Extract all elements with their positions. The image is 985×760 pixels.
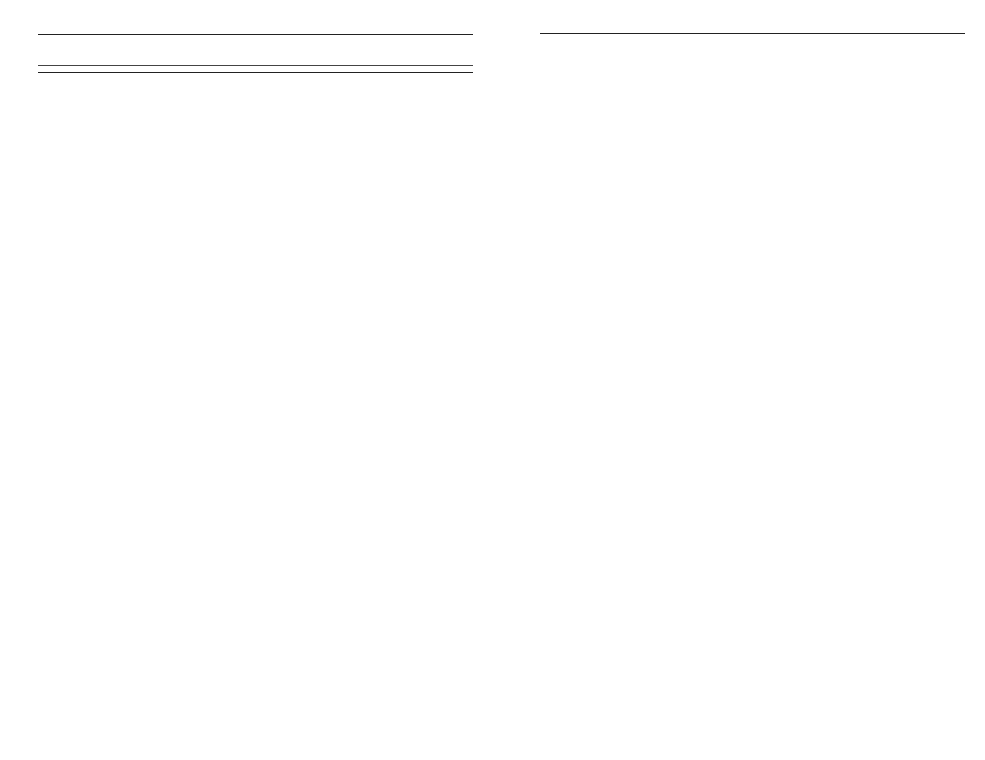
bottom-divider [38,72,473,73]
motto-divider [38,34,473,35]
divider [38,65,473,66]
worship-order-page [38,32,473,73]
sermon-page [540,30,965,66]
header-divider [540,33,965,34]
